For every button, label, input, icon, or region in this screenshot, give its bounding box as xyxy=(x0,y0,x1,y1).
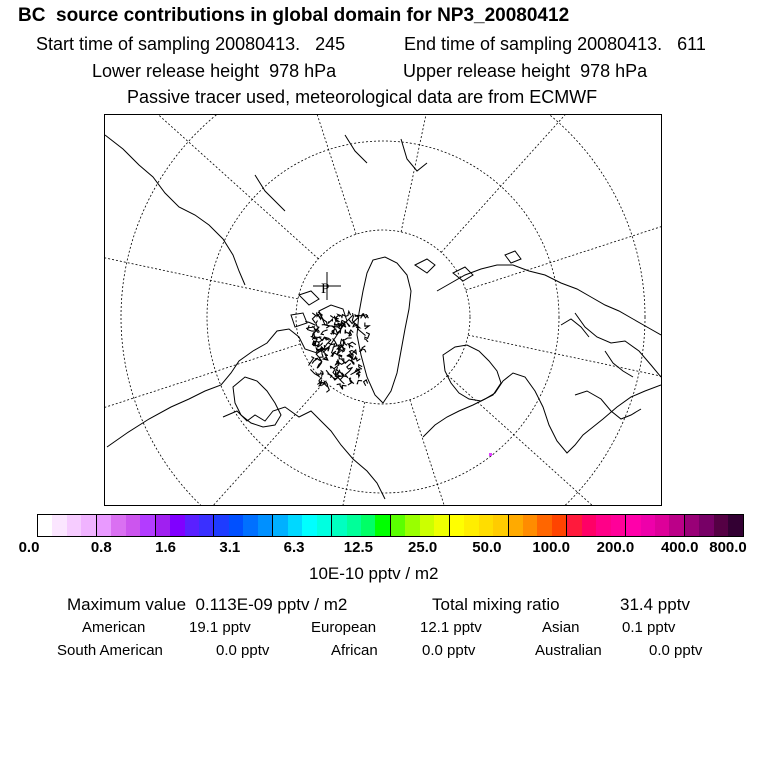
colorbar-swatch xyxy=(420,515,434,536)
release-marker xyxy=(313,272,341,300)
graticule xyxy=(105,115,662,506)
colorbar-swatch xyxy=(582,515,596,536)
colorbar-swatch xyxy=(596,515,610,536)
colorbar-swatch xyxy=(611,515,626,536)
colorbar-swatch xyxy=(450,515,464,536)
colorbar-swatch xyxy=(38,515,52,536)
polar-map xyxy=(104,114,662,506)
colorbar-swatch xyxy=(67,515,81,536)
meridian-line xyxy=(448,375,662,506)
colorbar-unit-label: 10E-10 pptv / m2 xyxy=(309,564,439,583)
colorbar-tick-label: 1.6 xyxy=(155,539,176,556)
contribution-contour xyxy=(328,374,332,378)
contribution-contour xyxy=(321,330,328,335)
contribution-contour xyxy=(352,350,356,354)
colorbar-swatch xyxy=(641,515,655,536)
contribution-contour xyxy=(346,322,350,326)
meridian-line xyxy=(105,344,300,506)
colorbar-swatch xyxy=(52,515,66,536)
colorbar-swatch xyxy=(391,515,405,536)
colorbar-tick-label: 0.0 xyxy=(18,539,40,556)
colorbar-tick-label: 12.5 xyxy=(343,539,373,556)
contribution-contour xyxy=(319,353,323,357)
contribution-contour xyxy=(365,323,369,330)
colorbar-tick-label: 400.0 xyxy=(660,539,699,556)
colorbar-swatch xyxy=(243,515,257,536)
colorbar-swatch xyxy=(405,515,419,536)
colorbar-swatch xyxy=(464,515,478,536)
contribution-contour xyxy=(345,330,346,334)
colorbar-swatch xyxy=(81,515,96,536)
region-name: Australian xyxy=(535,642,602,659)
colorbar-swatch xyxy=(199,515,214,536)
region-name: Asian xyxy=(542,619,580,636)
lower-release-height-label: Lower release height 978 hPa xyxy=(92,61,337,81)
scandinavia-coast xyxy=(443,345,501,401)
colorbar-swatch xyxy=(170,515,184,536)
release-marker-label: P xyxy=(321,281,330,297)
colorbar-swatch xyxy=(273,515,287,536)
colorbar-swatch xyxy=(97,515,111,536)
contribution-contour xyxy=(312,313,316,323)
contribution-contour xyxy=(333,338,338,346)
contribution-contour xyxy=(322,325,330,328)
region-name: American xyxy=(82,619,146,636)
colorbar-swatch xyxy=(537,515,551,536)
colorbar-tick-label: 25.0 xyxy=(408,539,438,556)
colorbar-swatch xyxy=(567,515,581,536)
colorbar-swatch xyxy=(229,515,243,536)
hudson-bay-coast xyxy=(233,377,281,427)
region-value: 0.0 pptv xyxy=(649,642,703,659)
meridian-line xyxy=(441,115,662,252)
colorbar-swatch xyxy=(669,515,684,536)
total-mixing-ratio-value: 31.4 pptv xyxy=(620,595,690,614)
siberia-coast xyxy=(437,265,661,335)
colorbar-swatch xyxy=(347,515,361,536)
contribution-contour xyxy=(332,323,336,328)
colorbar-swatch xyxy=(493,515,508,536)
europe-coast xyxy=(423,373,661,453)
colorbar-swatch xyxy=(375,515,390,536)
contribution-contour xyxy=(359,365,363,369)
colorbar-swatch xyxy=(479,515,493,536)
colorbar-swatch xyxy=(552,515,567,536)
colorbar-tick-label: 100.0 xyxy=(532,539,570,556)
east-asia-coast xyxy=(575,313,661,377)
colorbar xyxy=(37,514,744,537)
contribution-contour xyxy=(326,382,329,392)
region-value: 0.0 pptv xyxy=(422,642,476,659)
colorbar-swatch xyxy=(111,515,125,536)
region-value: 0.1 pptv xyxy=(622,619,676,636)
colorbar-swatch xyxy=(302,515,316,536)
meridians xyxy=(105,115,662,506)
colorbar-swatch xyxy=(714,515,728,536)
region-name: European xyxy=(311,619,377,636)
meridian-line xyxy=(105,115,318,259)
contribution-contour xyxy=(364,380,368,386)
contribution-contour xyxy=(342,359,352,363)
colorbar-swatch xyxy=(214,515,228,536)
colorbar-swatch xyxy=(434,515,449,536)
latitude-circle-outer xyxy=(121,115,645,506)
contribution-contour xyxy=(310,369,319,377)
tracer-info-label: Passive tracer used, meteorological data are from ECMWF xyxy=(127,87,598,107)
colorbar-tick-label: 50.0 xyxy=(472,539,502,556)
colorbar-swatch xyxy=(140,515,155,536)
meridian-line xyxy=(105,382,325,506)
colorbar-tick-label: 6.3 xyxy=(283,539,305,556)
contribution-contour xyxy=(364,339,368,342)
end-time-label: End time of sampling 20080413. 611 xyxy=(404,34,706,54)
colorbar-swatch xyxy=(523,515,537,536)
contribution-contour xyxy=(316,321,319,328)
contribution-contour xyxy=(348,311,351,315)
colorbar-swatch xyxy=(655,515,669,536)
contribution-contour xyxy=(347,364,352,370)
map-canvas xyxy=(105,115,662,506)
coastlines xyxy=(105,135,661,499)
colorbar-swatch xyxy=(332,515,346,536)
colorbar-tick-label: 200.0 xyxy=(596,539,635,556)
colorbar-swatch xyxy=(288,515,302,536)
contribution-contour xyxy=(338,315,342,317)
contribution-contour xyxy=(309,357,314,366)
meridian-line xyxy=(401,115,528,232)
colorbar-swatch xyxy=(509,515,523,536)
contribution-contour xyxy=(354,357,361,361)
meridian-line xyxy=(237,402,364,506)
colorbar-swatch xyxy=(156,515,170,536)
upper-release-height-label: Upper release height 978 hPa xyxy=(403,61,648,81)
north-pacific-coast xyxy=(105,135,427,285)
contribution-contour xyxy=(328,319,333,323)
colorbar-tick-label: 0.8 xyxy=(90,539,112,556)
total-mixing-ratio-label: Total mixing ratio xyxy=(432,595,560,614)
meridian-line xyxy=(468,335,662,462)
region-value: 19.1 pptv xyxy=(189,619,251,636)
colorbar-swatch xyxy=(728,515,742,536)
contribution-dot xyxy=(489,453,492,456)
contribution-contour xyxy=(330,366,334,369)
colorbar-tick-label: 800.0 xyxy=(709,539,747,556)
colorbar-swatch xyxy=(699,515,713,536)
contribution-contour xyxy=(342,385,347,389)
colorbar-swatch xyxy=(626,515,640,536)
colorbar-swatch xyxy=(258,515,273,536)
colorbar-swatch xyxy=(185,515,199,536)
region-value: 0.0 pptv xyxy=(216,642,270,659)
contribution-contour xyxy=(316,372,321,374)
colorbar-swatch xyxy=(317,515,332,536)
colorbar-swatch xyxy=(126,515,140,536)
colorbar-swatch xyxy=(685,515,699,536)
region-value: 12.1 pptv xyxy=(420,619,482,636)
meridian-line xyxy=(410,400,599,506)
start-time-label: Start time of sampling 20080413. 245 xyxy=(36,34,346,54)
colorbar-swatch xyxy=(361,515,375,536)
region-name: South American xyxy=(57,642,163,659)
plot-title: BC source contributions in global domain for NP3_20080412 xyxy=(18,5,570,26)
meridian-line xyxy=(466,115,662,290)
colorbar-tick-label: 3.1 xyxy=(219,539,241,556)
contribution-contour xyxy=(357,381,362,384)
region-name: African xyxy=(331,642,378,659)
latitude-circle-middle xyxy=(207,141,559,493)
maximum-value-label: Maximum value 0.113E-09 pptv / m2 xyxy=(67,595,348,614)
meridian-line xyxy=(167,115,356,234)
